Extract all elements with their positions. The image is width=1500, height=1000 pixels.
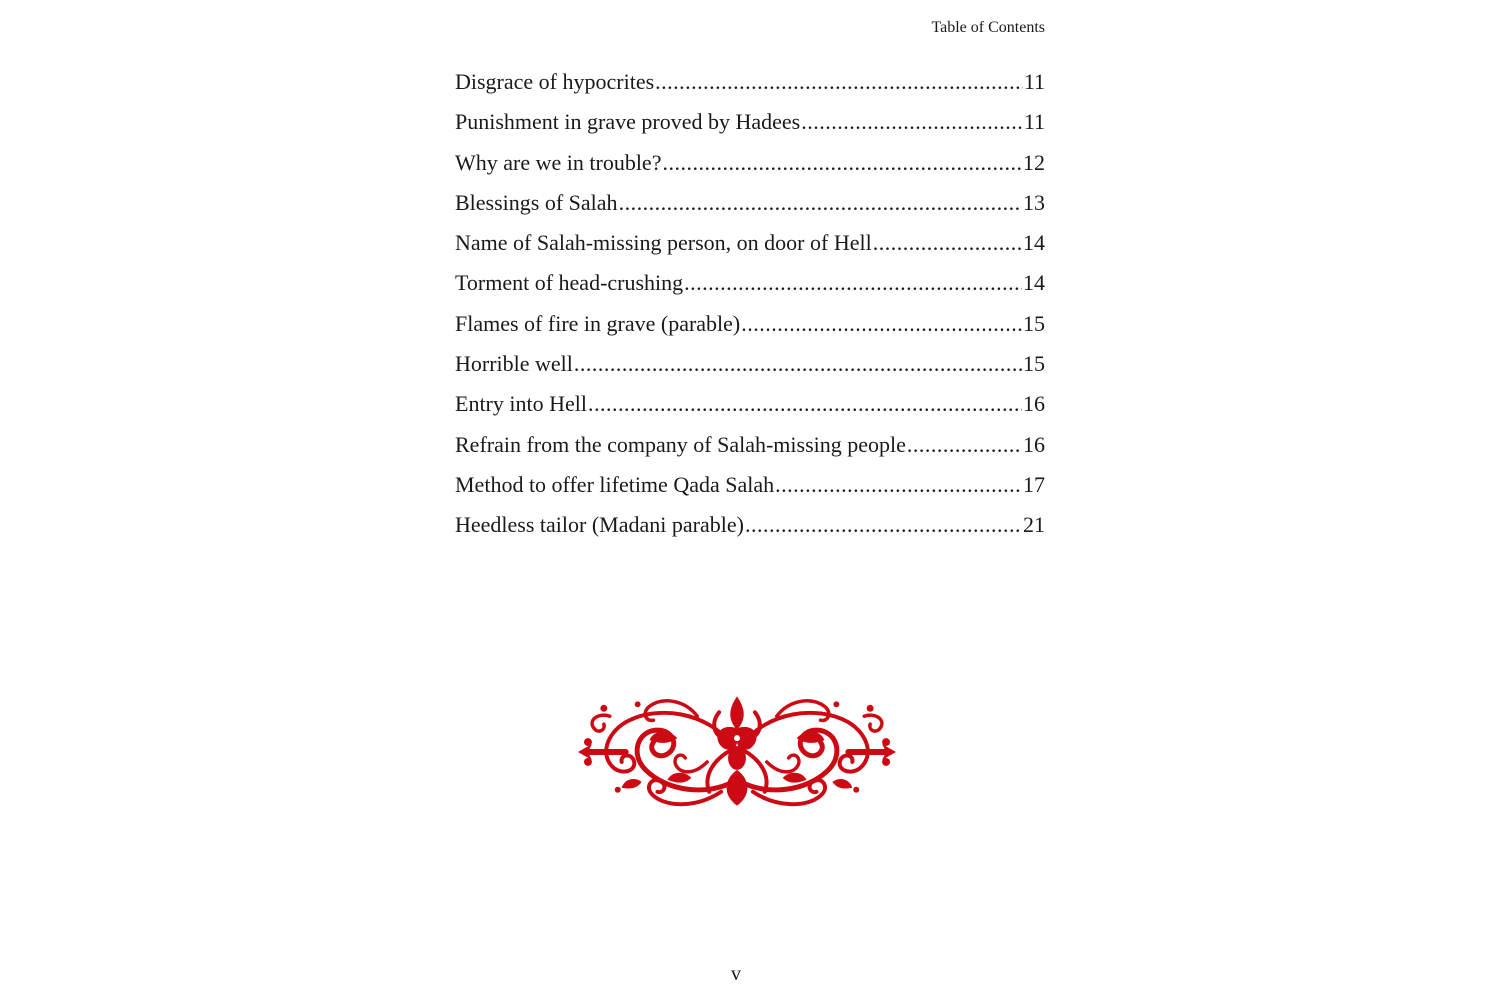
dot-leader (662, 143, 1022, 183)
toc-entry[interactable] (455, 102, 1045, 142)
toc-entry-title: Method to offer lifetime Qada Salah (455, 471, 775, 497)
table-of-contents (455, 62, 1045, 546)
dot-leader (684, 263, 1022, 303)
toc-entry[interactable] (455, 384, 1045, 424)
toc-entry-page: 12 (1023, 149, 1045, 175)
floral-flourish-icon (578, 694, 896, 810)
dot-leader (574, 344, 1022, 384)
toc-entry-title: Name of Salah-missing person, on door of Hell (455, 230, 872, 256)
dot-leader (588, 384, 1022, 424)
dot-leader (907, 425, 1022, 465)
dot-leader (873, 223, 1022, 263)
toc-entry-page: 21 (1023, 512, 1045, 538)
toc-entry[interactable] (455, 344, 1045, 384)
toc-entry[interactable] (455, 223, 1045, 263)
toc-entry-title: Why are we in trouble? (455, 149, 662, 175)
toc-entry-page: 15 (1023, 310, 1045, 336)
toc-entry-page: 14 (1023, 230, 1045, 256)
toc-entry-page: 15 (1023, 351, 1045, 377)
toc-entry-page: 11 (1023, 109, 1045, 135)
toc-entry[interactable] (455, 143, 1045, 183)
dot-leader (741, 304, 1022, 344)
toc-entry[interactable] (455, 425, 1045, 465)
toc-entry[interactable] (455, 183, 1045, 223)
toc-entry-page: 16 (1023, 431, 1045, 457)
page-number: v (731, 963, 741, 985)
dot-leader (775, 465, 1022, 505)
toc-entry-title: Entry into Hell (455, 391, 587, 417)
toc-entry[interactable] (455, 263, 1045, 303)
toc-entry-title: Horrible well (455, 351, 573, 377)
toc-entry-page: 11 (1023, 69, 1045, 94)
dot-leader (655, 62, 1023, 102)
toc-entry[interactable] (455, 62, 1045, 102)
toc-entry-page: 13 (1023, 189, 1045, 215)
running-head: Table of Contents (931, 19, 1045, 36)
toc-entry-page: 17 (1023, 471, 1045, 497)
dot-leader (619, 183, 1022, 223)
toc-entry-page: 14 (1023, 270, 1045, 296)
toc-entry-title: Flames of fire in grave (parable) (455, 310, 741, 336)
toc-entry-title: Disgrace of hypocrites (455, 69, 655, 94)
toc-entry-title: Punishment in grave proved by Hadees (455, 109, 801, 135)
dot-leader (801, 102, 1023, 142)
dot-leader (745, 505, 1022, 545)
toc-entry-page: 16 (1023, 391, 1045, 417)
toc-entry-title: Heedless tailor (Madani parable) (455, 512, 744, 538)
toc-entry[interactable] (455, 304, 1045, 344)
toc-entry[interactable] (455, 505, 1045, 545)
toc-entry-title: Refrain from the company of Salah-missing people (455, 431, 906, 457)
toc-entry-title: Blessings of Salah (455, 189, 618, 215)
toc-entry-title: Torment of head-crushing (455, 270, 684, 296)
toc-entry[interactable] (455, 465, 1045, 505)
